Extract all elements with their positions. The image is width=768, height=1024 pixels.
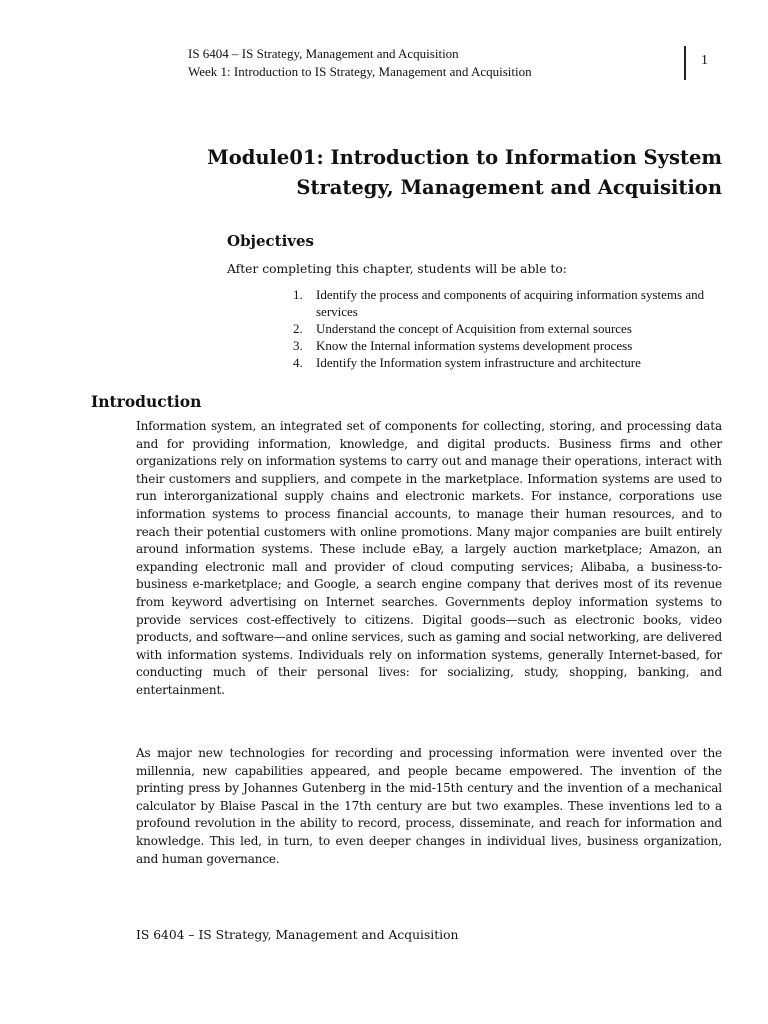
objective-item — [293, 286, 713, 320]
header-divider — [684, 46, 686, 80]
page-footer: IS 6404 – IS Strategy, Management and Acquisition — [136, 928, 459, 942]
page-number: 1 — [701, 53, 708, 68]
objective-number: 4. — [293, 355, 303, 370]
title-line-1: Module01: Introduction to Information System — [207, 146, 722, 169]
objectives-heading: Objectives — [227, 232, 314, 250]
objectives-list — [293, 286, 713, 371]
title-line-2: Strategy, Management and Acquisition — [296, 176, 722, 199]
introduction-paragraph-1: Information system, an integrated set of components for collecting, storing, and processing data and for providing information, knowledge, and digital products. Business firms and other organizations rely on information systems to carry out and manage their operations, interact with their customers and suppliers, and compete in the marketplace. Information systems are used to run interorganizational supply chains and electronic markets. For instance, corporations use information systems to process financial accounts, to manage their human resources, and to reach their potential customers with online promotions. Many major companies are built entirely around information systems. These include eBay, a largely auction marketplace; Amazon, an expanding electronic mall and provider of cloud computing services; Alibaba, a business-to-business e-marketplace; and Google, a search engine company that derives most of its revenue from keyword advertising on Internet searches. Governments deploy information systems to provide services cost-effectively to citizens. Digital goods—such as electronic books, video products, and software—and online services, such as gaming and social networking, are delivered with information systems. Individuals rely on information systems, generally Internet-based, for conducting much of their personal lives: for socializing, study, shopping, banking, and entertainment. — [136, 419, 722, 697]
objective-text: Identify the process and components of acquiring information systems and services — [316, 287, 705, 319]
objective-number: 2. — [293, 321, 303, 336]
header-week-line: Week 1: Introduction to IS Strategy, Management and Acquisition — [188, 64, 532, 79]
objective-number: 3. — [293, 338, 303, 353]
objective-text: Understand the concept of Acquisition from external sources — [316, 321, 632, 336]
introduction-paragraph-2: As major new technologies for recording and processing information were invented over the millennia, new capabilities appeared, and people became empowered. The invention of the printing press by Johannes Gutenberg in the mid-15th century and the invention of a mechanical calculator by Blaise Pascal in the 17th century are but two examples. These inventions led to a profound revolution in the ability to record, process, disseminate, and reach for information and knowledge. This led, in turn, to even deeper changes in individual lives, business organization, and human governance. — [136, 746, 722, 866]
objective-item — [293, 354, 713, 371]
objectives-intro: After completing this chapter, students will be able to: — [227, 262, 567, 276]
objective-item — [293, 337, 713, 354]
header-course-line: IS 6404 – IS Strategy, Management and Acquisition — [188, 46, 459, 61]
objective-number: 1. — [293, 287, 303, 302]
page-header — [188, 45, 532, 81]
document-title — [162, 143, 722, 203]
introduction-heading: Introduction — [91, 392, 202, 411]
objective-text: Identify the Information system infrastructure and architecture — [316, 355, 641, 370]
objective-text: Know the Internal information systems development process — [316, 338, 633, 353]
objective-item — [293, 320, 713, 337]
